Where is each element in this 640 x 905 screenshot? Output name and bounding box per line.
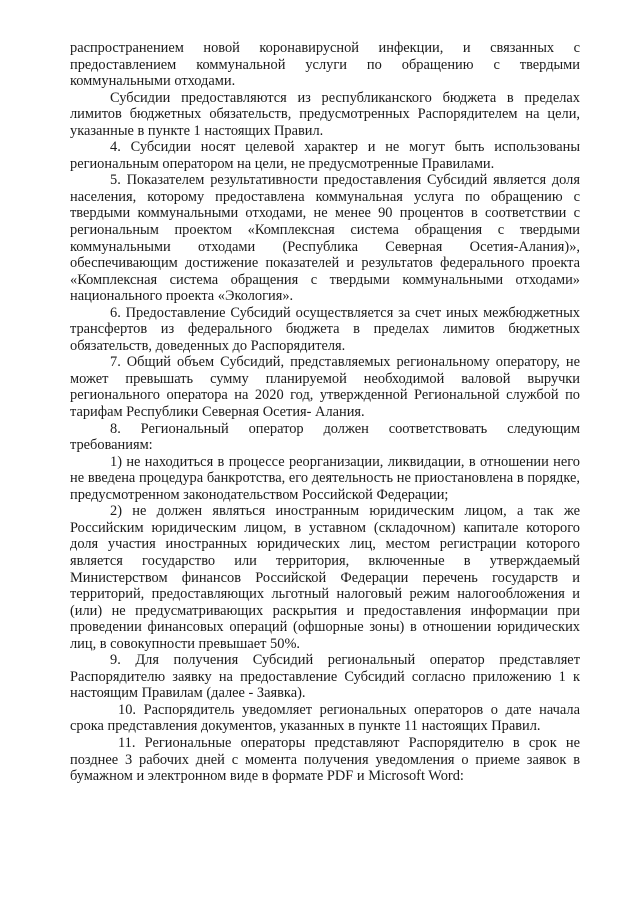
paragraph-7: 7. Общий объем Субсидий, представляемых региональному оператору, не может превышать сумму планируемой необходимой валовой выручки регионального оператора на 2020 год, утвержденной Региональной службой по тарифам Республики Северная Осетия- Алания. (70, 354, 580, 421)
paragraph-4: 4. Субсидии носят целевой характер и не могут быть использованы региональным оператором на цели, не предусмотренные Правилами. (70, 139, 580, 172)
paragraph-10: 10. Распорядитель уведомляет региональных операторов о дате начала срока представления документов, указанных в пункте 11 настоящих Правил. (70, 701, 580, 735)
paragraph-8: 8. Региональный оператор должен соответствовать следующим требованиям: (70, 420, 580, 454)
paragraph-5: 5. Показателем результативности предоставления Субсидий является доля населения, которому предоставлена коммунальная услуга по обращению с твердыми коммунальными отходами, не менее 90 процентов в соответствии с региональным проектом «Комплексная система обращения с твердыми коммунальными отходами (Республика Северная Осетия-Алания)», обеспечивающим достижение показателей и результатов федерального проекта «Комплексная система обращения с твердыми коммунальными отходами» национального проекта «Экология». (70, 172, 580, 305)
paragraph-9: 9. Для получения Субсидий региональный оператор представляет Распорядителю заявку на предоставление Субсидий согласно приложению 1 к настоящим Правилам (далее - Заявка). (70, 652, 580, 702)
paragraph-11: 11. Региональные операторы представляют Распорядителю в срок не позднее 3 рабочих дней с момента получения уведомления о приеме заявок в бумажном и электронном виде в формате PDF и Microsoft Word: (70, 734, 580, 785)
paragraph-8-item-2: 2) не должен являться иностранным юридическим лицом, а так же Российским юридическим лицом, в уставном (складочном) капитале которого доля участия иностранных юридических лиц, местом регистрации которого является государство или территория, включенные в утверждаемый Министерством финансов Российской Федерации перечень государств и территорий, предоставляющих льготный налоговый режим налогообложения и (или) не предусматривающих раскрытия и предоставления информации при проведении финансовых операций (офшорные зоны) в отношении юридических лиц, в совокупности превышает 50%. (70, 503, 580, 652)
paragraph-8-item-1: 1) не находиться в процессе реорганизации, ликвидации, в отношении него не введена процедура банкротства, его деятельность не приостановлена в порядке, предусмотренном законодательством Российской Федерации; (70, 453, 580, 503)
document-page (70, 40, 580, 785)
paragraph-subsidy-budget: Субсидии предоставляются из республиканского бюджета в пределах лимитов бюджетных обязательств, предусмотренных Распорядителем на цели, указанные в пункте 1 настоящих Правил. (70, 89, 580, 139)
paragraph-continuation: распространением новой коронавирусной инфекции, и связанных с предоставлением коммунальной услуги по обращению с твердыми коммунальными отходами. (70, 40, 580, 90)
paragraph-6: 6. Предоставление Субсидий осуществляется за счет иных межбюджетных трансфертов из федерального бюджета в пределах лимитов бюджетных обязательств, доведенных до Распорядителя. (70, 304, 580, 354)
